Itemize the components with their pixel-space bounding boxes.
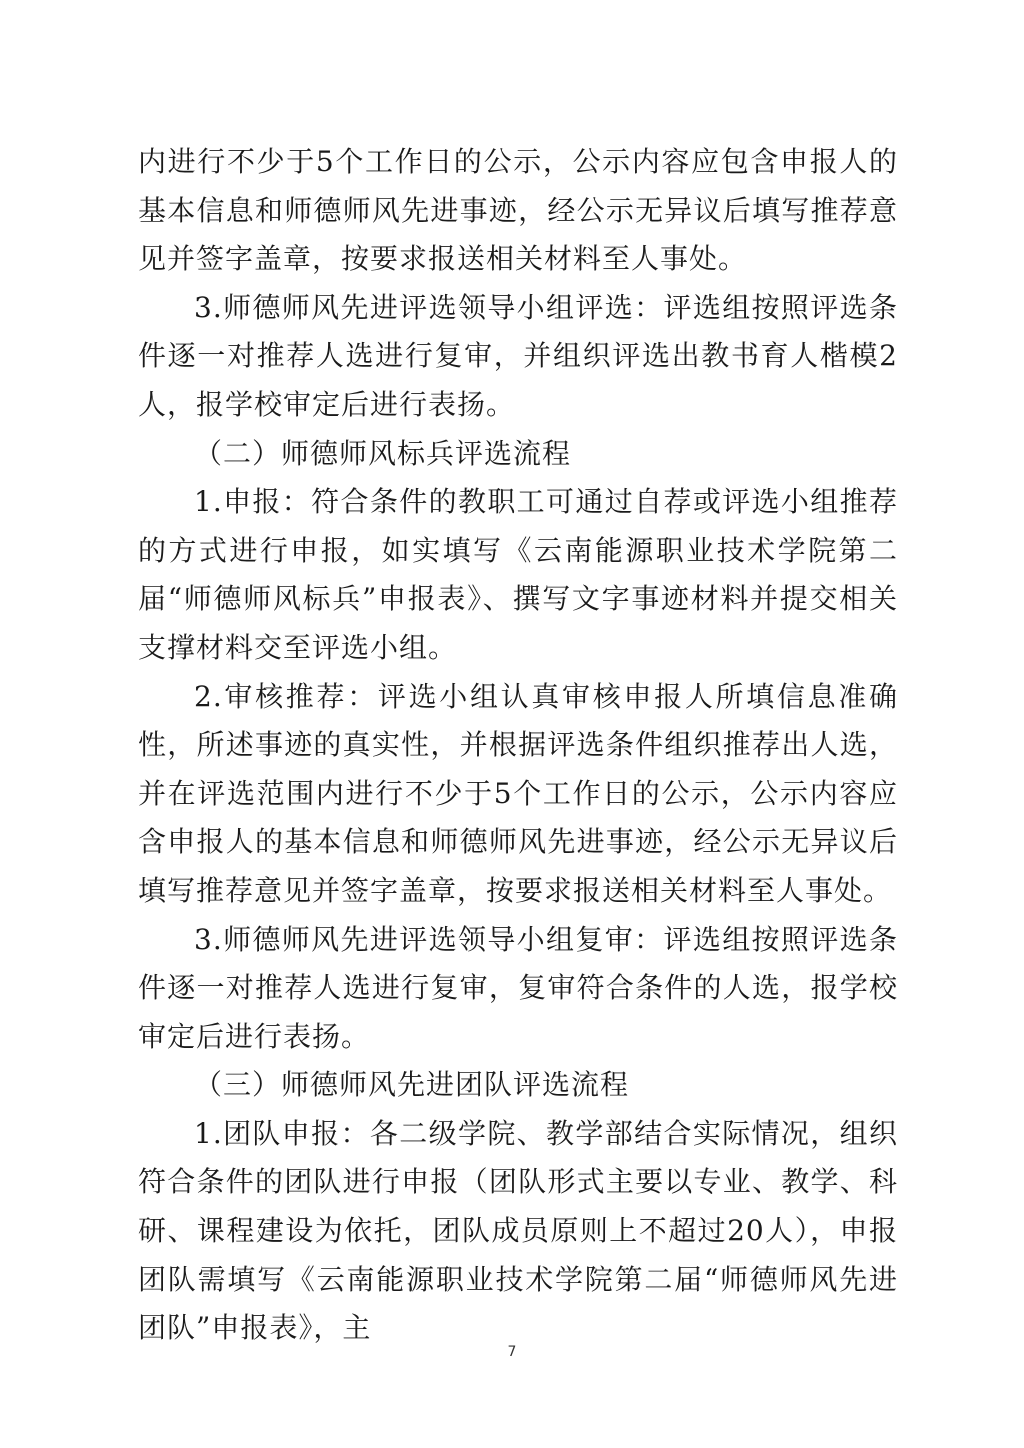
paragraph-item-3-selection: 3.师德师风先进评选领导小组评选：评选组按照评选条件逐一对推荐人选进行复审，并组织评选出教书育人楷模2人，报学校审定后进行表扬。 [138,290,898,421]
paragraph-item-1-application: 1.申报：符合条件的教职工可通过自荐或评选小组推荐的方式进行申报，如实填写《云南能源职业技术学院第二届“师德师风标兵”申报表》、撰写文字事迹材料并提交相关支撑材料交至评选小组。 [138,485,898,664]
document-page [138,138,898,1353]
paragraph-continuation: 内进行不少于5个工作日的公示，公示内容应包含申报人的基本信息和师德师风先进事迹，经公示无异议后填写推荐意见并签字盖章，按要求报送相关材料至人事处。 [138,145,898,276]
section-heading-2: （二）师德师风标兵评选流程 [194,436,572,470]
paragraph-item-3-reexamination: 3.师德师风先进评选领导小组复审：评选组按照评选条件逐一对推荐人选进行复审，复审符合条件的人选，报学校审定后进行表扬。 [138,922,898,1053]
paragraph-item-2-review: 2.审核推荐：评选小组认真审核申报人所填信息准确性，所述事迹的真实性，并根据评选条件组织推荐出人选，并在评选范围内进行不少于5个工作日的公示，公示内容应含申报人的基本信息和师德师风先进事迹，经公示无异议后填写推荐意见并签字盖章，按要求报送相关材料至人事处。 [138,679,898,907]
paragraph-item-1-team-application: 1.团队申报：各二级学院、教学部结合实际情况，组织符合条件的团队进行申报（团队形式主要以专业、教学、科研、课程建设为依托，团队成员原则上不超过20人），申报团队需填写《云南能源职业技术学院第二届“师德师风先进团队”申报表》，主 [138,1116,898,1345]
page-number: 7 [507,1344,517,1360]
section-heading-3: （三）师德师风先进团队评选流程 [194,1068,630,1102]
